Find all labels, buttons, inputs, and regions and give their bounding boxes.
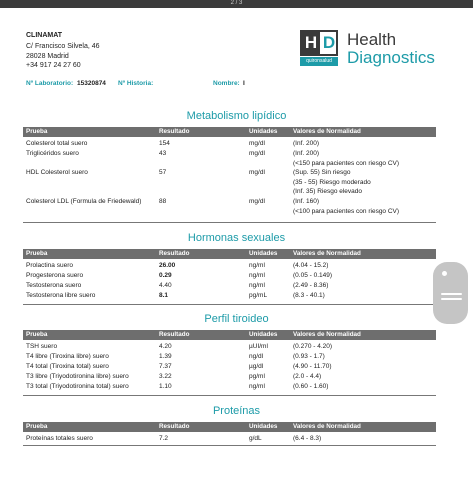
- test-result: 3.22: [159, 373, 172, 380]
- header-units: Unidades: [249, 128, 278, 135]
- reference-range: (<100 para pacientes con riesgo CV): [293, 207, 400, 215]
- reference-range: (6.4 - 8.3): [293, 435, 322, 442]
- header-test: Prueba: [26, 128, 48, 135]
- test-units: ng/ml: [249, 272, 265, 279]
- test-name: Colesterol total suero: [26, 140, 88, 147]
- section-divider: [23, 304, 436, 305]
- reference-range: (2.49 - 8.36): [293, 282, 329, 289]
- test-name: T3 libre (Triyodotironina libre) suero: [26, 373, 129, 380]
- reference-range: (0.93 - 1.7): [293, 353, 325, 360]
- test-result: 4.20: [159, 343, 172, 350]
- section-divider: [23, 222, 436, 223]
- reference-range: (4.04 - 15.2): [293, 262, 329, 269]
- section-divider: [23, 395, 436, 396]
- table-header: [23, 422, 436, 432]
- test-name: Proteínas totales suero: [26, 435, 93, 442]
- test-units: g/dL: [249, 435, 262, 442]
- reference-range: (35 - 55) Riesgo moderado: [293, 178, 371, 186]
- header-test: Prueba: [26, 331, 48, 338]
- logo-text-health: Health: [347, 30, 397, 49]
- test-name: TSH suero: [26, 343, 58, 350]
- test-units: µUI/ml: [249, 343, 268, 350]
- test-result: 88: [159, 198, 167, 205]
- lab-number-label: Nº Laboratorio:: [26, 80, 74, 87]
- header-units: Unidades: [249, 423, 278, 430]
- test-result: 4.40: [159, 282, 172, 289]
- test-name: Colesterol LDL (Formula de Friedewald): [26, 198, 142, 205]
- reference-range: (0.60 - 1.60): [293, 383, 329, 390]
- section-title: Perfil tiroideo: [204, 313, 269, 325]
- test-name: Testosterona libre suero: [26, 292, 96, 299]
- clinic-address-block: [26, 31, 100, 71]
- reference-range: (Inf. 35) Riesgo elevado: [293, 188, 363, 195]
- header-ranges: Valores de Normalidad: [293, 128, 361, 135]
- header-test: Prueba: [26, 250, 48, 257]
- test-units: ng/ml: [249, 282, 265, 289]
- header-result: Resultado: [159, 423, 190, 430]
- test-units: ng/ml: [249, 262, 265, 269]
- test-result: 1.39: [159, 353, 172, 360]
- page-indicator: 2 / 3: [230, 0, 243, 6]
- side-panel-handle[interactable]: [433, 262, 468, 324]
- reference-range: (0.05 - 0.149): [293, 272, 333, 279]
- reference-range: (Inf. 200): [293, 150, 320, 157]
- section-title: Hormonas sexuales: [187, 232, 286, 244]
- logo-text-diagnostics: Diagnostics: [347, 48, 435, 67]
- test-units: µg/dl: [249, 363, 264, 370]
- name-label: Nombre:: [213, 80, 240, 87]
- test-result: 57: [159, 169, 167, 176]
- clinic-postal-city: 28028 Madrid: [26, 52, 69, 60]
- health-diagnostics-logo: [300, 30, 470, 70]
- test-result: 1.10: [159, 383, 172, 390]
- section-title: Metabolismo lipídico: [186, 110, 287, 122]
- reference-range: (0.270 - 4.20): [293, 343, 333, 350]
- header-test: Prueba: [26, 423, 48, 430]
- header-ranges: Valores de Normalidad: [293, 331, 361, 338]
- table-header: [23, 127, 436, 137]
- clinic-address-line: C/ Francisco Silvela, 46: [26, 43, 100, 51]
- test-units: pg/mL: [249, 292, 268, 299]
- logo-tag: quironsalud: [300, 57, 338, 66]
- table-header: [23, 330, 436, 340]
- lab-number-value: 15320874: [77, 80, 106, 87]
- history-label: Nº Historia:: [118, 80, 154, 87]
- test-units: ng/dl: [249, 353, 264, 360]
- header-ranges: Valores de Normalidad: [293, 423, 361, 430]
- test-result: 7.37: [159, 363, 172, 370]
- header-result: Resultado: [159, 331, 190, 338]
- test-units: ng/ml: [249, 383, 265, 390]
- reference-range: (4.90 - 11.70): [293, 363, 332, 370]
- reference-range: (<150 para pacientes con riesgo CV): [293, 159, 400, 167]
- test-units: mg/dl: [249, 198, 265, 205]
- test-result: 26.00: [159, 262, 176, 269]
- table-header: [23, 249, 436, 259]
- logo-letter-d: D: [322, 33, 336, 52]
- test-name: Testosterona suero: [26, 282, 82, 289]
- reference-range: (Sup. 55) Sin riesgo: [293, 169, 351, 176]
- test-name: T3 total (Triyodotironina total) suero: [26, 383, 129, 390]
- header-ranges: Valores de Normalidad: [293, 250, 361, 257]
- clinic-name: CLINAMAT: [26, 32, 63, 39]
- name-value: I: [243, 80, 245, 87]
- header-result: Resultado: [159, 250, 190, 257]
- handle-grip-icon: [441, 298, 462, 300]
- test-result: 0.29: [159, 272, 172, 279]
- test-result: 7.2: [159, 435, 169, 442]
- test-name: HDL Colesterol suero: [26, 169, 88, 176]
- test-name: Prolactina suero: [26, 262, 73, 269]
- reference-range: (2.0 - 4.4): [293, 373, 322, 380]
- test-name: Progesterona suero: [26, 272, 84, 279]
- test-name: Triglicéridos suero: [26, 150, 79, 157]
- section-title: Proteínas: [212, 405, 261, 417]
- clinic-phone: +34 917 24 27 60: [26, 62, 81, 70]
- test-result: 154: [159, 140, 170, 147]
- header-result: Resultado: [159, 128, 190, 135]
- hd-logo-mark: [300, 30, 338, 56]
- test-result: 43: [159, 150, 167, 157]
- reference-range: (8.3 - 40.1): [293, 292, 325, 299]
- test-result: 8.1: [159, 292, 169, 299]
- test-units: mg/dl: [249, 140, 265, 147]
- section-divider: [23, 445, 436, 446]
- test-units: mg/dl: [249, 169, 265, 176]
- reference-range: (Inf. 160): [293, 198, 320, 205]
- test-units: pg/ml: [249, 373, 265, 380]
- handle-dot-icon: [442, 271, 447, 276]
- logo-letter-h: H: [302, 32, 320, 54]
- test-name: T4 libre (Tiroxina libre) suero: [26, 353, 109, 360]
- test-units: mg/dl: [249, 150, 265, 157]
- test-name: T4 total (Tiroxina total) suero: [26, 363, 109, 370]
- header-units: Unidades: [249, 331, 278, 338]
- reference-range: (Inf. 200): [293, 140, 320, 147]
- handle-grip-icon: [441, 293, 462, 295]
- header-units: Unidades: [249, 250, 278, 257]
